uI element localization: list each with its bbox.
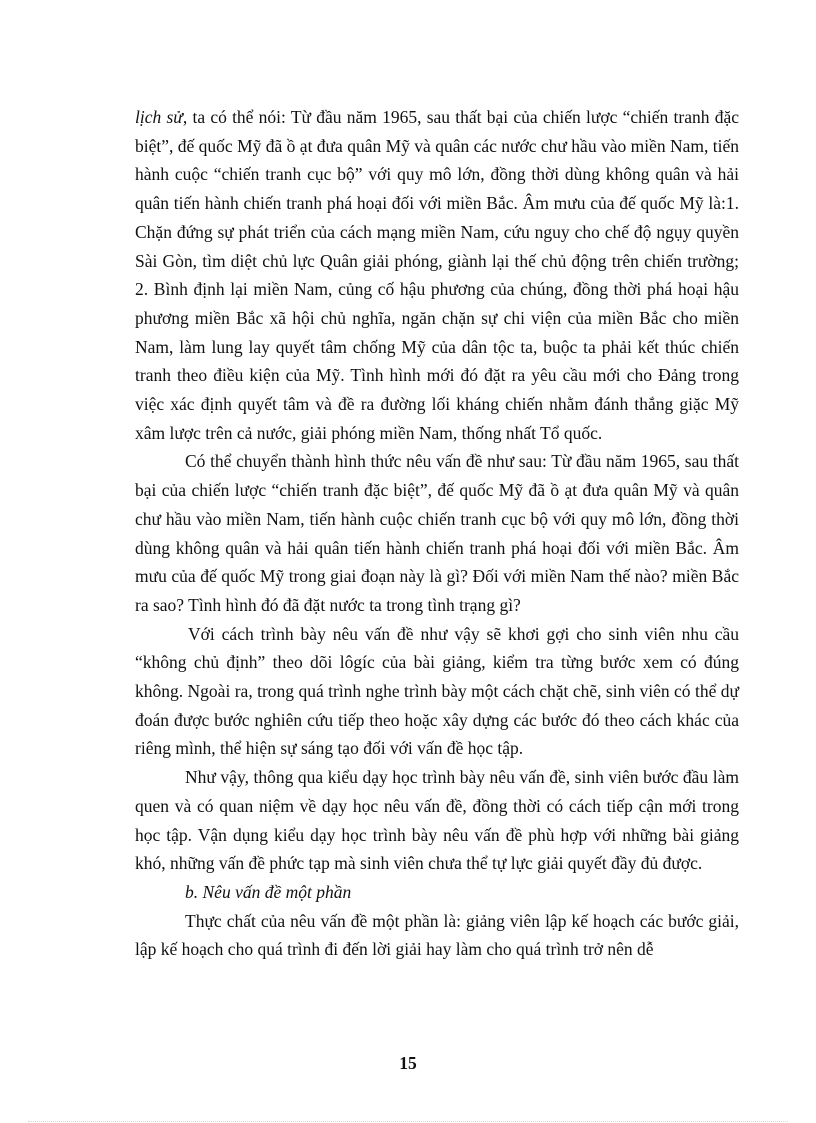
paragraph-5: Thực chất của nêu vấn đề một phần là: giảng viên lập kế hoạch các bước giải, lập kế hoạch cho quá trình đi đến lời giải hay làm cho quá trình trở nên dễ [135, 910, 739, 960]
paragraph-1 [135, 103, 739, 447]
paragraph-1-italic-lead: lịch sử [135, 107, 183, 127]
section-heading-b: b. Nêu vấn đề một phần [185, 881, 352, 902]
paragraph-4: Như vậy, thông qua kiểu dạy học trình bày nêu vấn đề, sinh viên bước đầu làm quen và có quan niệm về dạy học nêu vấn đề, đồng thời có cách tiếp cận mới trong học tập. Vận dụng kiểu dạy học trình bày nêu vấn đề phù hợp với những bài giảng khó, những vấn đề phức tạp mà sinh viên chưa thể tự lực giải quyết đầy đủ được. [135, 767, 739, 874]
page-bottom-divider [28, 1121, 788, 1122]
page-number: 15 [399, 1053, 417, 1073]
paragraph-3: Với cách trình bày nêu vấn đề như vậy sẽ khơi gợi cho sinh viên nhu cầu “không chủ định” theo dõi lôgíc của bài giảng, kiểm tra từng bước xem có đúng không. Ngoài ra, trong quá trình nghe trình bày một cách chặt chẽ, sinh viên có thể dự đoán được bước nghiên cứu tiếp theo hoặc xây dựng các bước đó theo cách khác của riêng mình, thể hiện sự sáng tạo đối với vấn đề học tập. [135, 623, 739, 759]
body-text [135, 103, 739, 964]
paragraph-2: Có thể chuyển thành hình thức nêu vấn đề như sau: Từ đầu năm 1965, sau thất bại của chiến lược “chiến tranh đặc biệt”, đế quốc Mỹ đã ồ ạt đưa quân Mỹ và quân chư hầu vào miền Nam, tiến hành cuộc chiến tranh cục bộ với quy mô lớn, đồng thời dùng không quân và hải quân tiến hành chiến tranh phá hoại đối với miền Bắc. Âm mưu của đế quốc Mỹ trong giai đoạn này là gì? Đối với miền Nam thế nào? miền Bắc ra sao? Tình hình đó đã đặt nước ta trong tình trạng gì? [135, 451, 739, 615]
paragraph-1-text: , ta có thể nói: Từ đầu năm 1965, sau thất bại của chiến lược “chiến tranh đặc biệt”, đế quốc Mỹ đã ồ ạt đưa quân Mỹ và quân các nước chư hầu vào miền Nam, tiến hành cuộc “chiến tranh cục bộ” với quy mô lớn, đồng thời dùng không quân và hải quân tiến hành chiến tranh phá hoại đối với miền Bắc. Âm mưu của đế quốc Mỹ là:1. Chặn đứng sự phát triển của cách mạng miền Nam, cứu nguy cho chế độ ngụy quyền Sài Gòn, tìm diệt chủ lực Quân giải phóng, giành lại thế chủ động trên chiến trường; 2. Bình định lại miền Nam, củng cố hậu phương của chúng, đồng thời phá hoại hậu phương miền Bắc xã hội chủ nghĩa, ngăn chặn sự chi viện của miền Bắc cho miền Nam, làm lung lay quyết tâm chống Mỹ của dân tộc ta, buộc ta phải kết thúc chiến tranh theo điều kiện của Mỹ. Tình hình mới đó đặt ra yêu cầu mới cho Đảng trong việc xác định quyết tâm và đề ra đường lối kháng chiến nhằm đánh thắng giặc Mỹ xâm lược trên cả nước, giải phóng miền Nam, thống nhất Tổ quốc. [135, 107, 739, 443]
